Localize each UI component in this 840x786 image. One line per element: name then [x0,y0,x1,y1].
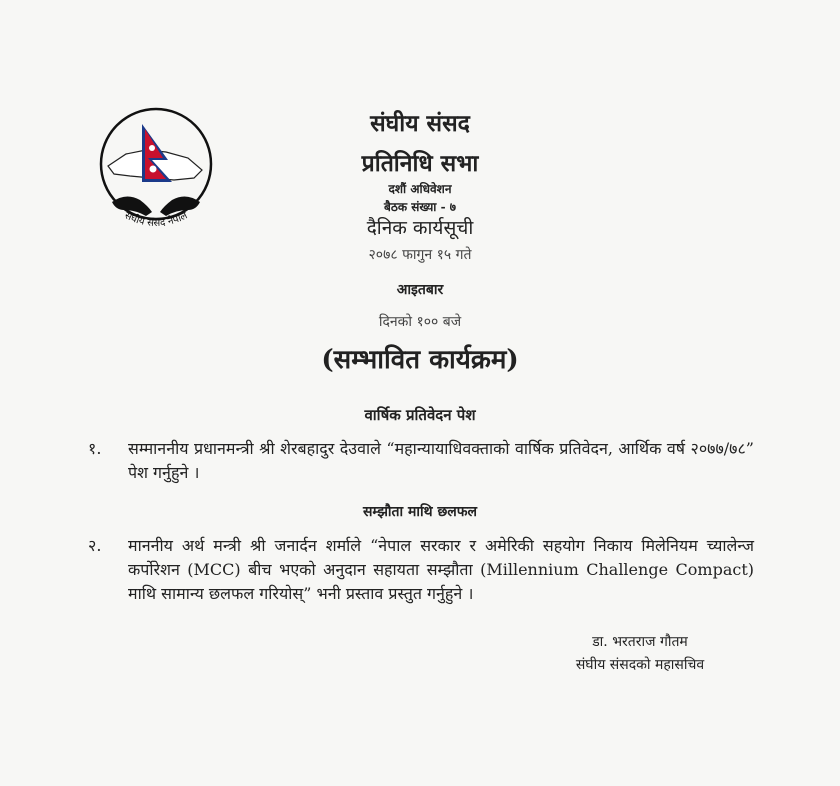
signatory-title: संघीय संसदको महासचिव [575,657,705,673]
item-text: माननीय अर्थ मन्त्री श्री जनार्दन शर्माले “नेपाल सरकार र अमेरिकी सहयोग निकाय मिलेनियम च्यालेन्ज कर्पोरेशन (MCC) बीच भएको अनुदान सहायता सम्झौता (Millennium Challenge Compact) माथि सामान्य छलफल गरियोस्” भनी प्रस्ताव प्रस्तुत गर्नुहुने । [128,536,754,603]
section-heading: वार्षिक प्रतिवेदन पेश [364,406,476,424]
house-title: प्रतिनिधि सभा [361,150,479,177]
item-number: १. [88,439,102,458]
time-label: दिनको १०० बजे [378,314,462,330]
logo-seal-text: संघीय संसद नेपाल [122,210,190,230]
item-number: २. [88,536,102,555]
org-title: संघीय संसद [370,110,470,137]
item-text: सम्माननीय प्रधानमन्त्री श्री शेरबहादुर देउवाले “महान्यायाधिवक्ताको वार्षिक प्रतिवेदन, आर्थिक वर्ष २०७७/७८” पेश गर्नुहुने । [128,439,754,482]
program-title: (सम्भावित कार्यक्रम) [321,345,519,375]
session-label: दशौं अधिवेशन [388,182,452,196]
date-label: २०७८ फागुन १५ गते [368,247,472,263]
meeting-number: बैठक संख्या - ७ [384,200,456,214]
signatory-name: डा. भरतराज गौतम [592,634,688,650]
agenda-title: दैनिक कार्यसूची [366,217,474,239]
day-label: आइतबार [396,282,444,298]
section-heading: सम्झौता माथि छलफल [362,504,478,520]
